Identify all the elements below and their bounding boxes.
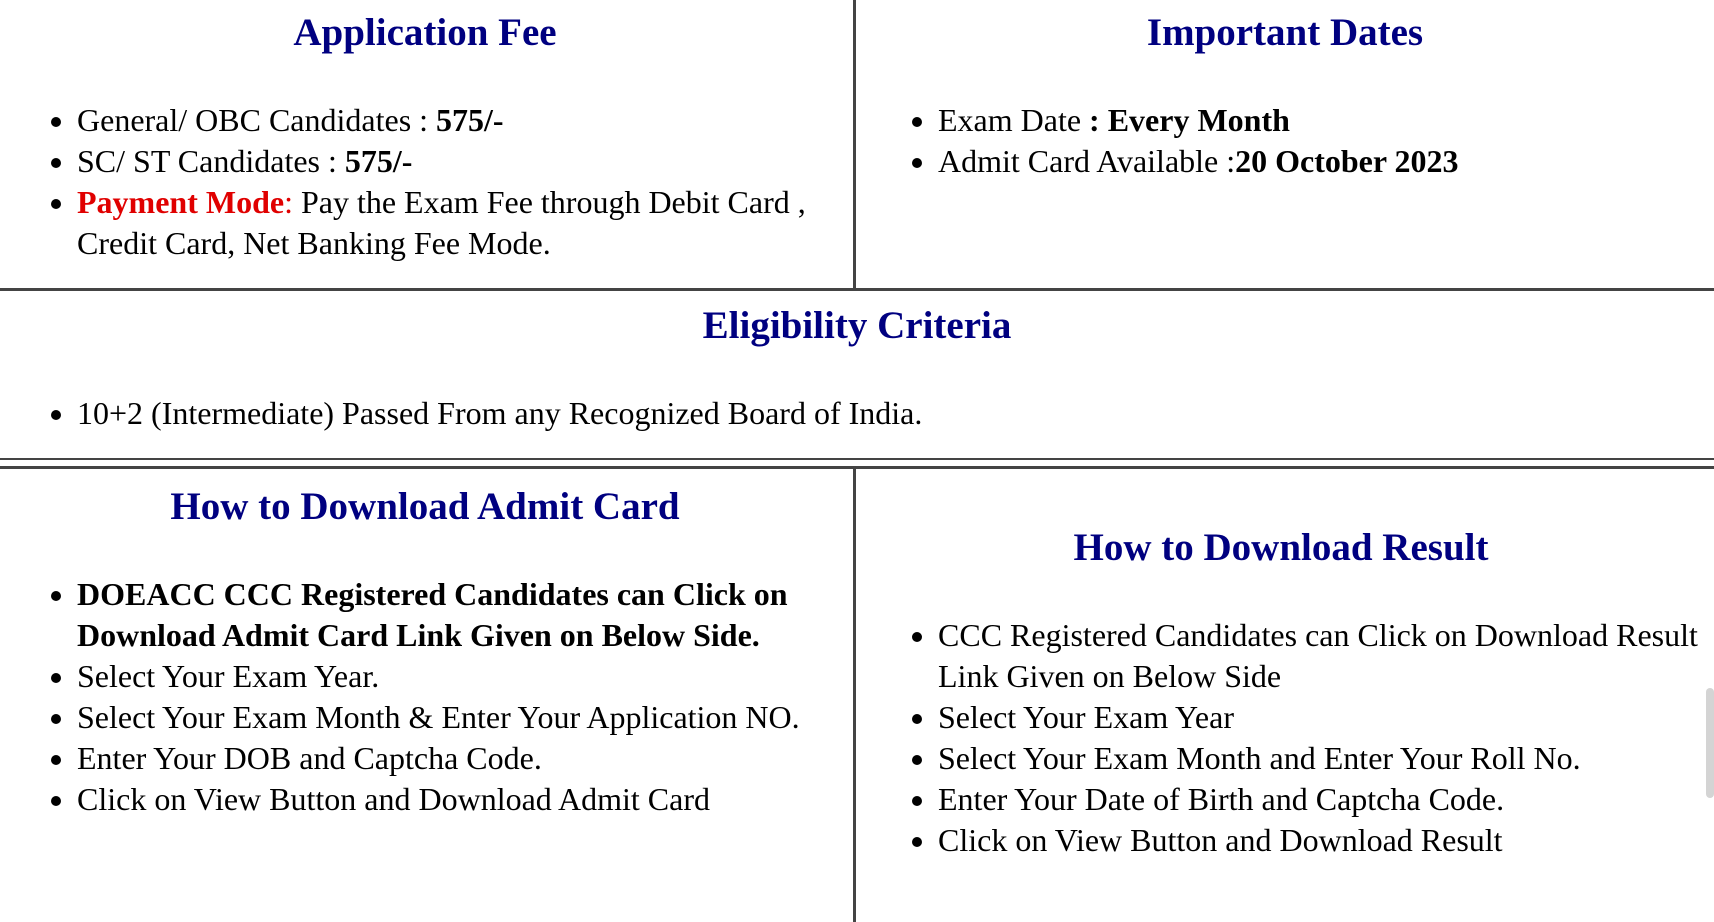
list-item: • Select Your Exam Month & Enter Your Application NO. [77, 697, 838, 738]
date-value: 20 October 2023 [1235, 143, 1459, 179]
list-item: • Click on View Button and Download Result [938, 820, 1706, 861]
list-item: • 10+2 (Intermediate) Passed From any Recognized Board of India. [77, 393, 1714, 434]
date-label: Admit Card Available : [938, 143, 1236, 179]
important-dates-title: Important Dates [1146, 11, 1424, 54]
fee-value: 575/- [344, 143, 413, 179]
eligibility-title: Eligibility Criteria [702, 304, 1012, 347]
application-fee-title: Application Fee [293, 11, 557, 54]
list-item [77, 100, 810, 141]
important-dates-section [856, 10, 1714, 182]
list-item: • Select Your Exam Year [938, 697, 1706, 738]
payment-mode-separator: : [284, 184, 293, 220]
list-item: • Enter Your Date of Birth and Captcha Code. [938, 779, 1706, 820]
admit-card-title: How to Download Admit Card [170, 485, 680, 528]
list-item [938, 100, 1714, 141]
list-item: • Select Your Exam Month and Enter Your Roll No. [938, 738, 1706, 779]
fee-label: General/ OBC Candidates : [77, 102, 437, 138]
payment-mode-text: Pay the Exam Fee through Debit Card , Credit Card, Net Banking Fee Mode. [77, 184, 806, 261]
important-dates-list [856, 100, 1714, 182]
list-item: • Click on View Button and Download Admit Card [77, 779, 838, 820]
list-item [77, 141, 810, 182]
date-label: Exam Date [938, 102, 1090, 138]
application-fee-section [0, 10, 850, 264]
list-item [938, 141, 1714, 182]
list-item [77, 182, 810, 264]
list-item: • Enter Your DOB and Captcha Code. [77, 738, 838, 779]
eligibility-section [0, 303, 1714, 434]
row-divider-2b [0, 466, 1714, 469]
result-title: How to Download Result [1073, 526, 1489, 569]
date-value: : Every Month [1089, 102, 1290, 138]
fee-label: SC/ ST Candidates : [77, 143, 345, 179]
list-item: • Select Your Exam Year. [77, 656, 838, 697]
admit-card-list [0, 574, 850, 820]
row-divider-1 [0, 288, 1714, 291]
fee-value: 575/- [436, 102, 504, 138]
row-divider-2a [0, 458, 1714, 460]
payment-mode-label: Payment Mode [77, 184, 285, 220]
eligibility-list [0, 393, 1714, 434]
list-item: • CCC Registered Candidates can Click on Download Result Link Given on Below Side [938, 615, 1706, 697]
scrollbar-thumb[interactable] [1706, 688, 1714, 798]
admit-card-section [0, 484, 850, 820]
application-fee-list [0, 100, 850, 264]
list-item: • DOEACC CCC Registered Candidates can Click on Download Admit Card Link Given on Below Side. [77, 574, 838, 656]
result-list [856, 615, 1706, 861]
result-section [856, 525, 1706, 861]
